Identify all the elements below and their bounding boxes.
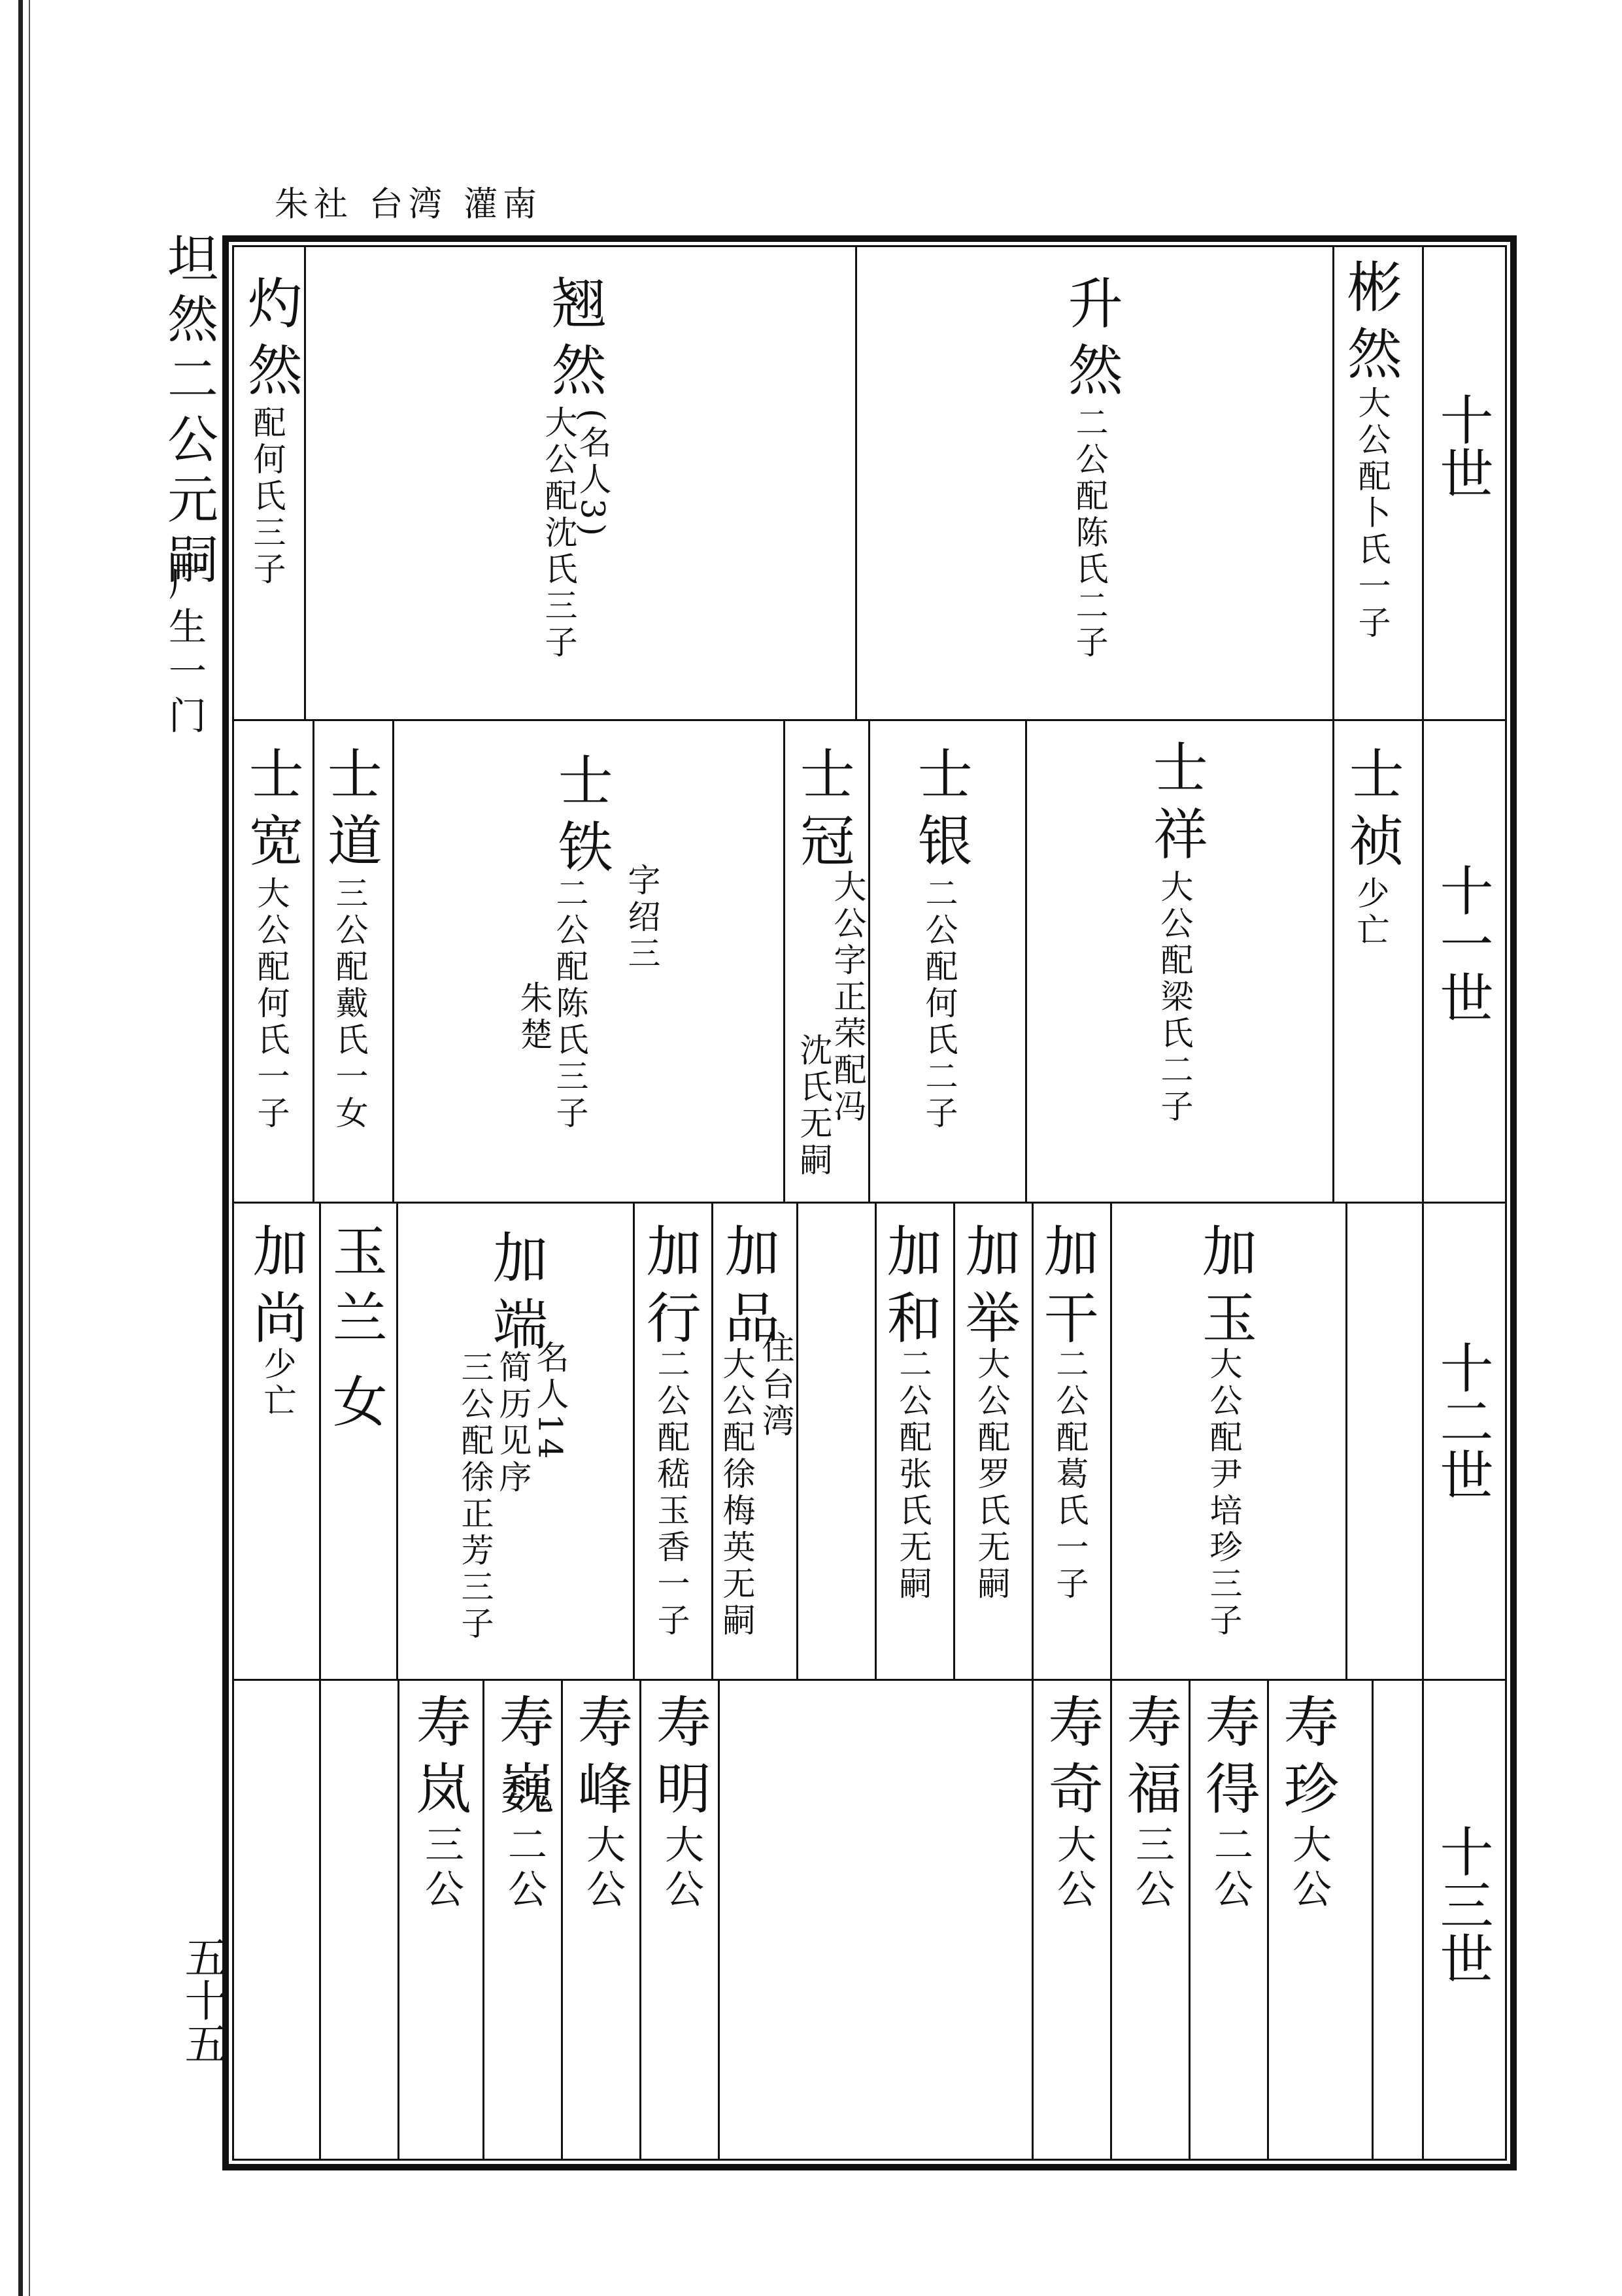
note-shizhen: 少亡 [1351, 876, 1390, 949]
r13-div-10 [397, 1679, 399, 2161]
name-shengran: 升然 [1059, 275, 1124, 408]
name-shiguan: 士冠 [791, 745, 856, 879]
r12-div-7 [711, 1202, 713, 1679]
r12-div-8 [633, 1202, 635, 1679]
r11-div-1 [1332, 719, 1334, 1202]
r10-div-1 [1332, 245, 1334, 719]
note-jiagan: 二公配葛氏一子 [1051, 1347, 1089, 1603]
r13-div-7 [639, 1679, 641, 2161]
row-divider-11-12 [232, 1202, 1507, 1204]
note-qiaoran-a: (名人3) [573, 409, 612, 540]
r13-div-8 [561, 1679, 563, 2161]
binding-line [18, 0, 23, 2296]
note-jiapin-a: 住台湾 [756, 1330, 795, 1440]
name-shouqi: 寿奇 [1039, 1693, 1104, 1827]
note-binran: 大公配卜氏一子 [1353, 386, 1391, 642]
generation-11: 十一世 [1431, 863, 1493, 1024]
note-shiguan-b: 沈氏无嗣 [794, 1033, 833, 1179]
note-shidao: 三公配戴氏一女 [330, 876, 369, 1132]
generation-13: 十三世 [1431, 1824, 1493, 1985]
note-shouzhen: 大公 [1286, 1824, 1332, 1913]
note-shiyi-c: 朱楚 [515, 981, 553, 1054]
r12-div-10 [319, 1202, 321, 1679]
r10-div-2 [855, 245, 857, 719]
note-shikuan: 大公配何氏一子 [252, 876, 290, 1132]
name-yulan: 玉兰 [324, 1223, 388, 1356]
name-jiaduan: 加端 [484, 1229, 549, 1362]
r13-div-5 [1032, 1679, 1034, 2161]
name-shikuan: 士宽 [240, 745, 305, 879]
generation-column-divider [1422, 245, 1424, 2161]
r10-div-3 [304, 245, 306, 719]
name-jiayu: 加玉 [1193, 1223, 1258, 1356]
r12-div-6 [796, 1202, 798, 1679]
name-shoulan: 寿岚 [407, 1693, 472, 1827]
r11-div-4 [783, 719, 785, 1202]
name-jiaju: 加举 [956, 1223, 1021, 1356]
name-shouwei: 寿巍 [490, 1693, 555, 1827]
name-shoufeng: 寿峰 [569, 1693, 634, 1827]
note-shouming: 大公 [658, 1824, 704, 1913]
name-jiashang: 加尚 [244, 1223, 309, 1356]
note-shoude: 二公 [1208, 1824, 1253, 1913]
name-jiaxing: 加行 [637, 1223, 702, 1356]
name-shixiang: 士祥 [1144, 739, 1209, 872]
note-shoulan: 三公 [418, 1824, 464, 1913]
r13-div-4 [1110, 1679, 1112, 2161]
note-jiashang: 少亡 [258, 1347, 297, 1420]
r11-div-3 [868, 719, 870, 1202]
name-shouzhen: 寿珍 [1275, 1693, 1340, 1827]
r12-div-2 [1110, 1202, 1112, 1679]
generation-10: 十世 [1431, 392, 1493, 499]
r12-div-5 [875, 1202, 877, 1679]
r11-div-5 [392, 719, 394, 1202]
note-jiaduan-c: 三公配徐正芳三子 [456, 1350, 494, 1643]
note-jiahe: 二公配张氏无嗣 [894, 1347, 932, 1603]
name-zhuoran: 灼然 [239, 275, 303, 408]
side-subtitle: 广生一门 [162, 562, 207, 740]
binding-line-thin [29, 0, 30, 2296]
note-shiyin: 二公配何氏二子 [920, 876, 958, 1132]
r13-div-9 [482, 1679, 484, 2161]
note-jiaduan-b: 简历见序 [494, 1350, 532, 1496]
r13-div-11 [319, 1679, 321, 2161]
note-zhuoran: 配何氏三子 [248, 405, 286, 588]
note-jiayu: 大公配尹培珍三子 [1204, 1347, 1243, 1640]
note-shoufu: 三公 [1129, 1824, 1175, 1913]
note-shoufeng: 大公 [580, 1824, 626, 1913]
r12-div-4 [953, 1202, 955, 1679]
name-shizhen: 士祯 [1340, 745, 1405, 879]
r12-div-9 [396, 1202, 398, 1679]
note-jiaduan-a: 名人14 [531, 1340, 569, 1463]
name-shiyin: 士银 [909, 745, 973, 879]
note-shixiang: 大公配梁氏二子 [1155, 869, 1194, 1126]
r13-div-3 [1189, 1679, 1191, 2161]
r12-div-1 [1345, 1202, 1347, 1679]
note-shengran: 二公配陈氏二子 [1070, 405, 1109, 662]
r11-div-2 [1025, 719, 1027, 1202]
side-title: 坦然二公元嗣 [159, 232, 218, 593]
name-binran: 彬然 [1338, 258, 1403, 392]
r13-div-1 [1372, 1679, 1374, 2161]
r13-div-6 [718, 1679, 720, 2161]
page-number: 五十五 [177, 1935, 228, 2065]
generation-12: 十二世 [1431, 1340, 1493, 1501]
note-yulan: 女 [324, 1373, 388, 1440]
row-divider-12-13 [232, 1679, 1507, 1681]
note-shouqi: 大公 [1051, 1824, 1096, 1913]
page-header: 朱社 台湾 灌南 [275, 185, 543, 224]
note-jiaju: 大公配罗氏无嗣 [972, 1347, 1011, 1603]
note-shiguan-a: 大公字正荣配冯 [828, 869, 867, 1126]
name-shidao: 士道 [318, 745, 383, 879]
name-qiaoran: 翘然 [543, 275, 607, 408]
name-shoufu: 寿福 [1118, 1693, 1183, 1827]
name-jiahe: 加和 [878, 1223, 943, 1356]
note-shouwei: 二公 [501, 1824, 547, 1913]
note-jiaxing: 二公配嵇玉香一子 [652, 1347, 690, 1640]
r11-div-6 [313, 719, 314, 1202]
r13-div-2 [1267, 1679, 1269, 2161]
name-jiapin: 加品 [716, 1223, 781, 1356]
note-qiaoran-b: 大公配沈氏三子 [539, 405, 578, 662]
note-jiapin-b: 大公配徐梅英无嗣 [717, 1347, 756, 1640]
note-shiyi-b: 二公配陈氏三子 [550, 876, 589, 1132]
note-shiyi-a: 字绍三 [622, 863, 661, 973]
name-shouming: 寿明 [647, 1693, 712, 1827]
name-shoude: 寿得 [1196, 1693, 1261, 1827]
r12-div-3 [1032, 1202, 1034, 1679]
name-shiyi: 士铁 [549, 752, 614, 885]
name-jiagan: 加干 [1035, 1223, 1100, 1356]
